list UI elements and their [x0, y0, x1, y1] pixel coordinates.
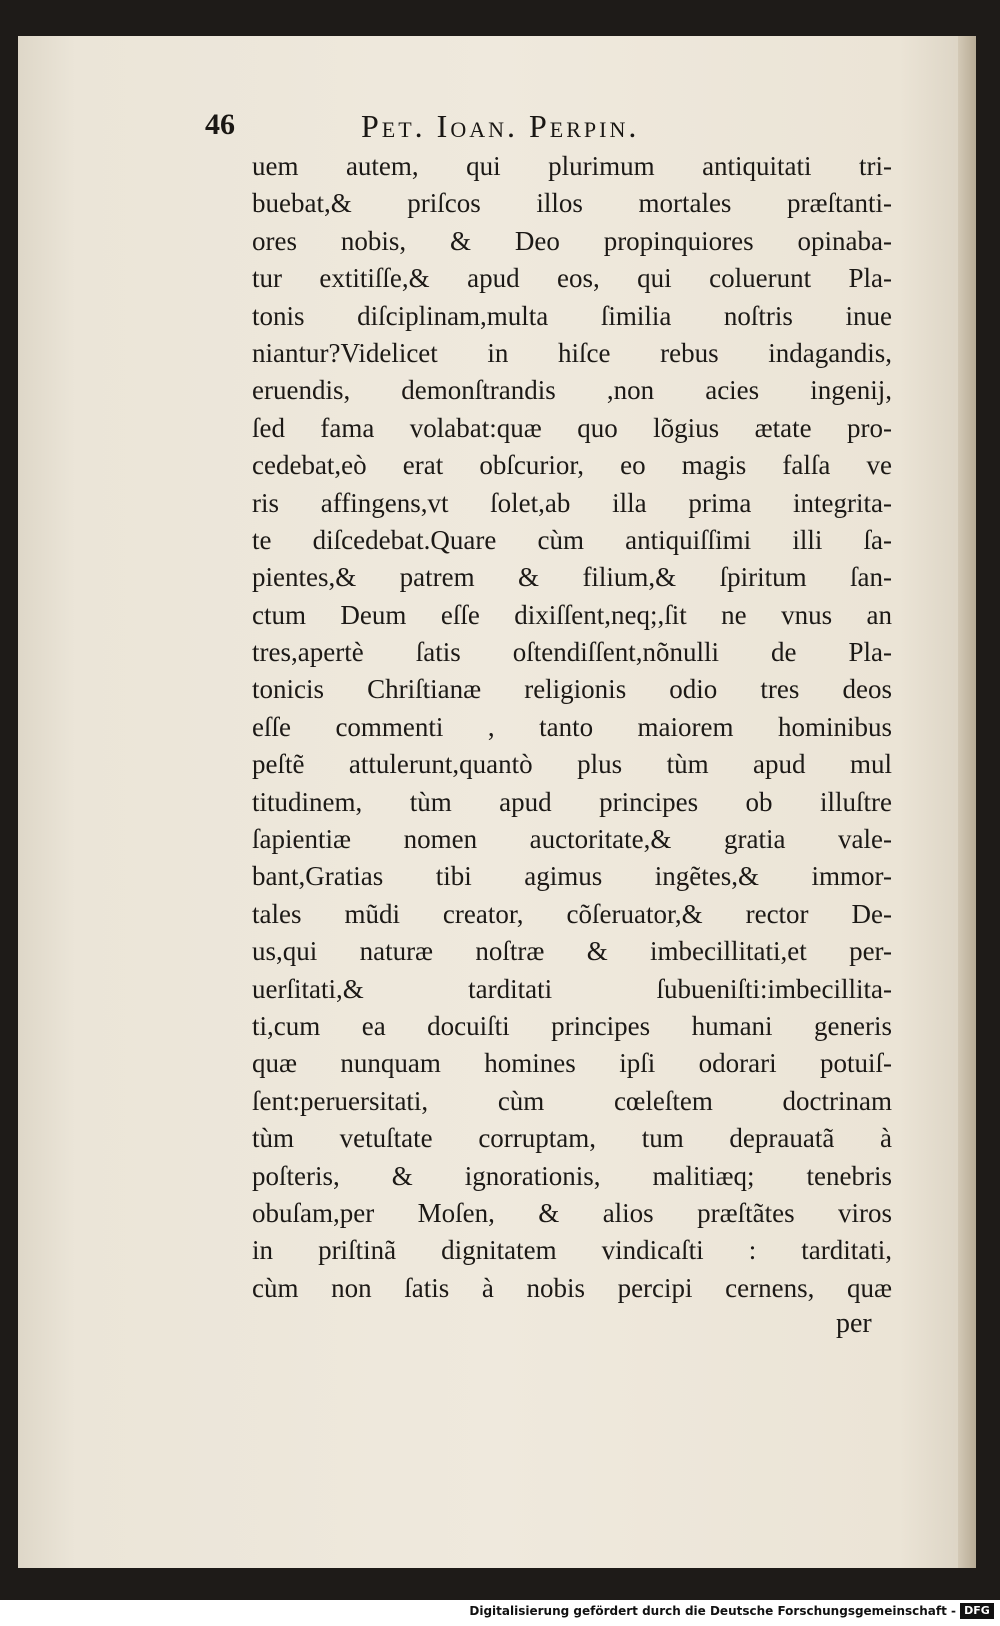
text-line: tales mũdi creator, cõſeruator,& rector De-: [252, 898, 892, 929]
digitization-credit: Digitalisierung gefördert durch die Deutsche Forschungsgemeinschaft -: [469, 1604, 956, 1618]
text-line: cedebat,eò erat obſcurior, eo magis falſa ve: [252, 450, 892, 481]
text-line: tur extitiſſe,& apud eos, qui coluerunt Pla-: [252, 263, 892, 294]
text-line: ſapientiæ nomen auctoritate,& gratia vale-: [252, 824, 892, 855]
text-line: ris affingens,vt ſolet,ab illa prima integrita-: [252, 487, 892, 518]
text-line: bant,Gratias tibi agimus ingẽtes,& immor-: [252, 861, 892, 892]
text-line: tonicis Chriſtianæ religionis odio tres deos: [252, 674, 892, 705]
text-line: titudinem, tùm apud principes ob illuſtre: [252, 786, 892, 817]
text-line: tres,apertè ſatis oſtendiſſent,nõnulli de Pla-: [252, 637, 892, 668]
text-line: peſtẽ attulerunt,quantò plus tùm apud mul: [252, 749, 892, 780]
text-line: us,qui naturæ noſtræ & imbecillitati,et per-: [252, 936, 892, 967]
catchword: per: [836, 1308, 872, 1339]
text-line: ſed fama volabat:quæ quo lõgius ætate pro-: [252, 412, 892, 443]
text-line: uerſitati,& tarditati ſubueniſti:imbecillita-: [252, 973, 892, 1004]
text-line: te diſcedebat.Quare cùm antiquiſſimi illi ſa-: [252, 524, 892, 555]
text-line: buebat,& priſcos illos mortales præſtanti-: [252, 188, 892, 219]
text-line: niantur?Videlicet in hiſce rebus indagandis,: [252, 337, 892, 368]
text-line: in priſtinã dignitatem vindicaſti : tarditati,: [252, 1235, 892, 1266]
text-line: uem autem, qui plurimum antiquitati tri-: [252, 151, 892, 181]
footer-bar: [0, 1600, 1000, 1626]
page-number: 46: [205, 108, 235, 141]
text-line: poſteris, & ignorationis, malitiæq; tenebris: [252, 1160, 892, 1191]
text-line: ores nobis, & Deo propinquiores opinaba-: [252, 225, 892, 256]
text-line: obuſam,per Moſen, & alios præſtãtes viros: [252, 1197, 892, 1228]
page-edge: [958, 36, 976, 1568]
text-line: ſent:peruersitati, cùm cœleſtem doctrinam: [252, 1085, 892, 1116]
text-line: ti,cum ea docuiſti principes humani generis: [252, 1010, 892, 1041]
text-line: cùm non ſatis à nobis percipi cernens, quæ: [252, 1272, 892, 1303]
text-line: tonis diſciplinam,multa ſimilia noſtris inue: [252, 300, 892, 331]
running-head: Pet. Ioan. Perpin.: [361, 108, 640, 144]
dfg-logo: DFG: [960, 1603, 994, 1619]
text-line: eruendis, demonſtrandis ,non acies ingenij,: [252, 375, 892, 406]
text-line: ctum Deum eſſe dixiſſent,neq;,ſit ne vnus an: [252, 599, 892, 630]
body-text: [252, 148, 892, 1307]
text-line: tùm vetuſtate corruptam, tum deprauatã à: [252, 1123, 892, 1154]
text-line: eſſe commenti , tanto maiorem hominibus: [252, 711, 892, 742]
text-line: quæ nunquam homines ipſi odorari potuiſ-: [252, 1048, 892, 1079]
text-line: pientes,& patrem & filium,& ſpiritum ſan-: [252, 562, 892, 593]
